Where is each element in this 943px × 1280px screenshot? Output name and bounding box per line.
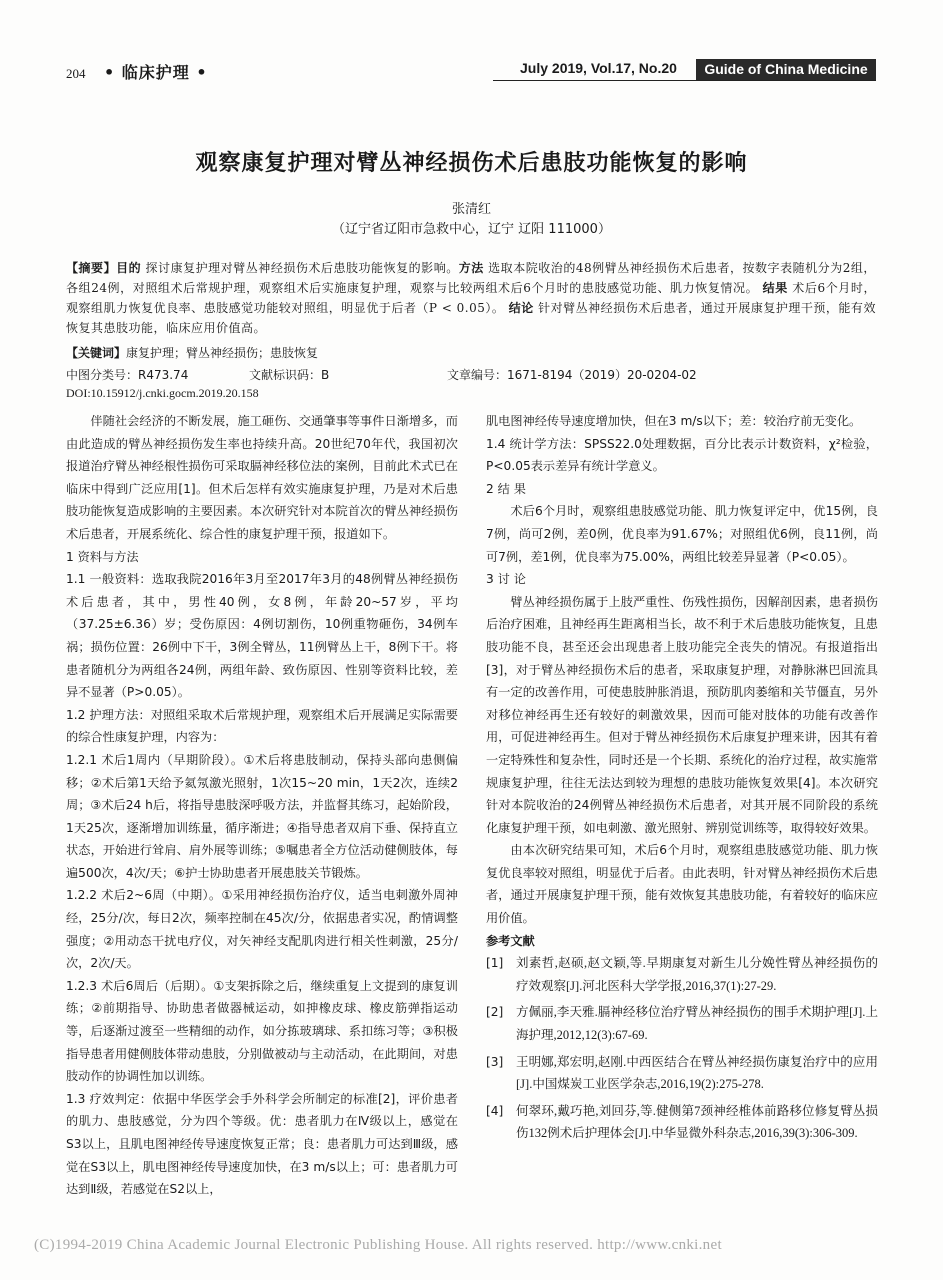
reference-number: [4] — [486, 1103, 504, 1118]
paragraph-1-4: 1.4 统计学方法：SPSS22.0处理数据，百分比表示计数资料，χ²检验，P<0.05表示差异有统计学意义。 — [486, 436, 878, 474]
paragraph-continued: 肌电图神经传导速度增加快，但在3 m/s以下；差：较治疗前无变化。 — [486, 414, 862, 428]
paragraph-1-2-1: 1.2.1 术后1周内（早期阶段）。①术后将患肢制动，保持头部向患侧偏移；②术后第1天给予氦氖激光照射，1次15~20 min，1天2次，连续2周；③术后24 h后，将指导患肢深呼吸方法，并监督其练习，起始阶段，1天25次，逐渐增加训练量，循序渐进；④指导患者双肩下垂、保持直立状态，开始进行耸肩、肩外展等训练；⑤嘱患者全方位活动健侧肢体，每遍500次，4次/天；⑥护士协助患者开展患肢关节锻炼。 — [66, 752, 458, 880]
paragraph-1-2-3: 1.2.3 术后6周后（后期）。①支架拆除之后，继续重复上文提到的康复训练；②前期指导、协助患者做器械运动，如抻橡皮球、橡皮筋弹指运动等，后逐渐过渡至一些精细的动作，如分拣玻璃球、系扣练习等；③积极指导患者用健侧肢体带动患肢，分别做被动与主动活动，在此期间，对患肢动作的协调性加以训练。 — [66, 978, 458, 1084]
reference-text: 王明娜,郑宏明,赵刚.中西医结合在臂丛神经损伤康复治疗中的应用[J].中国煤炭工业医学杂志,2016,19(2):275-278. — [516, 1054, 878, 1092]
abstract-label: 【摘要】 — [66, 261, 117, 275]
journal-name-box: Guide of China Medicine — [696, 59, 876, 80]
doi: DOI:10.15912/j.cnki.gocm.2019.20.158 — [66, 386, 259, 400]
affiliation: （辽宁省辽阳市急救中心，辽宁 辽阳 111000） — [332, 222, 611, 237]
result-text: 术后6个月时，观察组肌力恢复优良率、患肢感觉功能较对照组，明显优于后者（P < 0.05）。 — [66, 281, 876, 315]
purpose-text: 探讨康复护理对臂丛神经损伤术后患肢功能恢复的影响。 — [145, 261, 459, 275]
author: 张清红 — [451, 202, 491, 217]
keywords — [66, 344, 318, 361]
result-label: 结果 — [762, 281, 788, 295]
page-number: 204 — [66, 66, 86, 81]
reference-number: [1] — [486, 956, 504, 971]
method-label: 方法 — [458, 261, 484, 275]
section-3-heading: 3 讨 论 — [486, 572, 526, 587]
reference-text: 方佩丽,李天雅.膈神经移位治疗臂丛神经损伤的围手术期护理[J].上海护理,2012,12(3):67-69. — [516, 1005, 878, 1043]
reference-text: 何翠环,戴巧艳,刘回芬,等.健侧第7颈神经椎体前路移位修复臂丛损伤132例术后护理体会[J].中华显微外科杂志,2016,39(3):306-309. — [516, 1103, 878, 1141]
section-2-heading: 2 结 果 — [486, 481, 526, 496]
issue-info: July 2019, Vol.17, No.20 — [520, 60, 677, 76]
reference-number: [2] — [486, 1005, 504, 1020]
keywords-label: 【关键词】 — [66, 346, 127, 360]
body-left-column — [66, 410, 458, 1201]
intro-paragraph: 伴随社会经济的不断发展，施工砸伤、交通肇事等事件日渐增多，而由此造成的臂丛神经损伤发生率也持续升高。20世纪70年代，我国初次报道治疗臂丛神经根性损伤可采取膈神经移位法的案例，目前此术式已在临床中得到广泛应用[1]。但术后怎样有效实施康复护理，乃是对术后患肢功能恢复造成影响的主要因素。本次研究针对本院首次的臂丛神经损伤术后患者，开展系统化、综合性的康复护理干预，报道如下。 — [66, 414, 458, 541]
body-right-column — [486, 410, 878, 1149]
document-code: 文献标识码：B — [249, 368, 330, 382]
reference-item — [486, 1001, 878, 1046]
header-rule — [493, 80, 876, 81]
reference-item — [486, 952, 878, 997]
copyright-footer: (C)1994-2019 China Academic Journal Electronic Publishing House. All rights reserved. http://www.cnki.net — [34, 1237, 722, 1253]
running-header-left — [66, 60, 208, 83]
section-1-heading: 1 资料与方法 — [66, 549, 139, 564]
purpose-label: 目的 — [116, 261, 142, 275]
reference-text: 刘素哲,赵硕,赵文颖,等.早期康复对新生儿分娩性臂丛神经损伤的疗效观察[J].河北医科大学学报,2016,37(1):27-29. — [516, 956, 878, 993]
paper-title: 观察康复护理对臂丛神经损伤术后患肢功能恢复的影响 — [195, 151, 748, 176]
paragraph-1-3: 1.3 疗效判定：依据中华医学会手外科学会所制定的标准[2]，评价患者的肌力、患肢感觉，分为四个等级。优：患者肌力在Ⅳ级以上，感觉在S3以上，且肌电图神经传导速度恢复正常；良：患者肌力可达到Ⅲ级，感觉在S3以上，肌电图神经传导速度加快，在3 m/s以上；可：患者肌力可达到Ⅱ级，若感觉在S2以上， — [66, 1091, 458, 1197]
keywords-text: 康复护理；臂丛神经损伤；患肢恢复 — [126, 346, 319, 360]
journal-section: • 临床护理 • — [103, 63, 208, 82]
discussion-paragraph-2: 由本次研究结果可知，术后6个月时，观察组患肢感觉功能、肌力恢复优良率较对照组，明显优于后者。由此表明，针对臂丛神经损伤术后患者，通过开展康复护理干预，能有效恢复其患肢功能，有着较好的临床应用价值。 — [486, 843, 878, 926]
paragraph-1-2-2: 1.2.2 术后2~6周（中期）。①采用神经损伤治疗仪，适当电刺激外周神经，25分/次，每日2次，频率控制在45次/分，依据患者实况，酌情调整强度；②用动态干扰电疗仪，对矢神经支配肌肉进行相关性刺激，25分/次，2次/天。 — [66, 888, 458, 971]
article-number: 文章编号：1671-8194（2019）20-0204-02 — [447, 368, 697, 382]
results-paragraph: 术后6个月时，观察组患肢感觉功能、肌力恢复评定中，优15例，良7例，尚可2例，差0例，优良率为91.67%；对照组优6例，良11例，尚可7例，差1例，优良率为75.00%，两组比较差异显著（P<0.05）。 — [486, 504, 878, 564]
reference-item — [486, 1051, 878, 1096]
references-heading: 参考文献 — [486, 933, 535, 948]
method-text: 选取本院收治的48例臂丛神经损伤术后患者，按数字表随机分为2组，各组24例，对照组术后常规护理，观察组术后实施康复护理，观察与比较两组术后6个月时的患肢感觉功能、肌力恢复情况。 — [66, 261, 876, 295]
reference-item — [486, 1100, 878, 1145]
abstract — [66, 258, 876, 338]
clc-number: 中图分类号：R473.74 — [66, 368, 189, 382]
discussion-paragraph-1: 臂丛神经损伤属于上肢严重性、伤残性损伤，因解剖因素，患者损伤后治疗困难，且神经再生距离相当长，故不利于术后患肢功能恢复，且患肢功能不良，甚至还会出现患者上肢功能完全丧失的情况。有报道指出[3]，对于臂丛神经损伤术后的患者，采取康复护理，对静脉淋巴回流具有一定的改善作用，可使患肢肿胀消退，预防肌肉萎缩和关节僵直，另外对移位神经再生还有较好的刺激效果，因而可能对肢体的功能有改善作用，可促进神经再生。但对于臂丛神经损伤术后康复护理来讲，因其有着一定特殊性和复杂性，同时还是一个长期、系统化的治疗过程，故实施常规康复护理，往往无法达到较为理想的患肢功能恢复效果[4]。本次研究针对本院收治的24例臂丛神经损伤术后患者，对其开展不同阶段的系统化康复护理干预，如电刺激、激光照射、辨别觉训练等，取得较好效果。 — [486, 594, 878, 835]
paragraph-1-1: 1.1 一般资料：选取我院2016年3月至2017年3月的48例臂丛神经损伤术后患者，其中，男性40例，女8例，年龄20~57岁，平均（37.25±6.36）岁；受伤原因：4例切割伤，10例重物砸伤，34例车祸；损伤位置：26例中下干，3例全臂丛，11例臂丛上干，8例下干。将患者随机分为两组各24例，两组年龄、致伤原因、性别等资料比较，差异不显著（P>0.05）。 — [66, 572, 458, 700]
conclusion-text: 针对臂丛神经损伤术后患者，通过开展康复护理干预，能有效恢复其患肢功能，临床应用价值高。 — [66, 301, 876, 335]
conclusion-label: 结论 — [508, 301, 534, 315]
paragraph-1-2: 1.2 护理方法：对照组采取术后常规护理，观察组术后开展满足实际需要的综合性康复护理，内容为： — [66, 707, 458, 745]
reference-number: [3] — [486, 1054, 504, 1069]
